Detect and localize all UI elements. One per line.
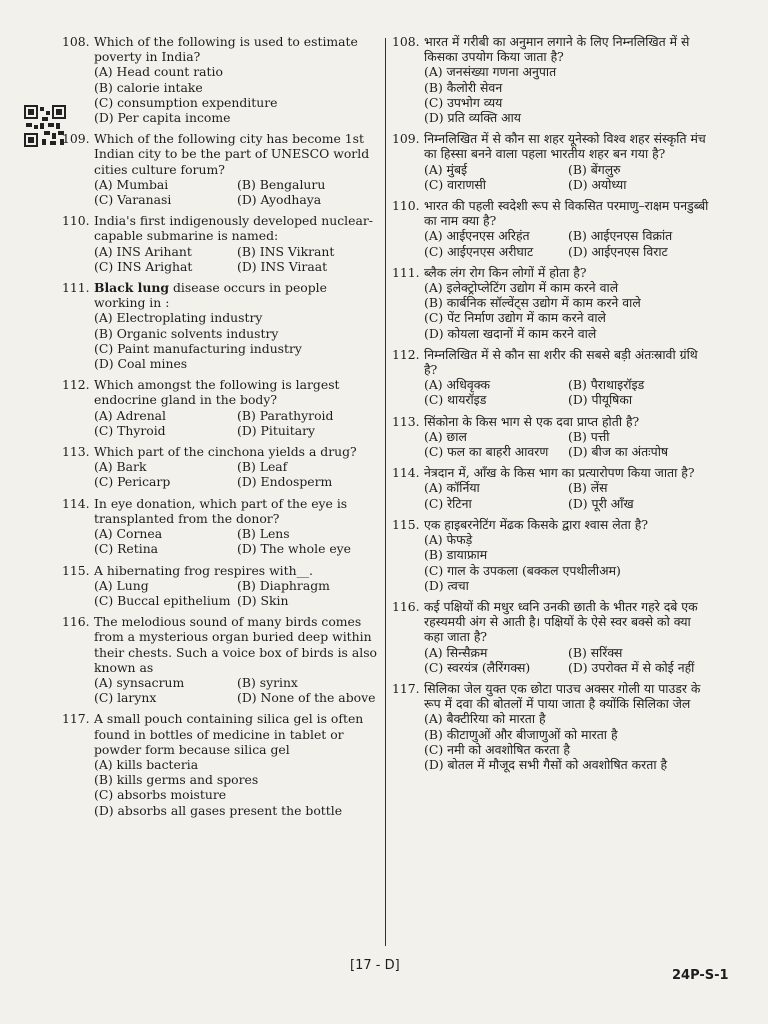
question-number: 111. [62,280,90,296]
option: (D) Pituitary [237,422,316,438]
option: (D) त्वचा [424,577,469,593]
option: (D) कोयला खदानों में काम करने वाले [424,325,597,341]
option: (A) सिन्सैक्रम [424,644,488,660]
question-en [62,131,380,207]
options [94,526,380,556]
question-text: कई पक्षियों की मधुर ध्वनि उनकी छाती के भीतर गहरे दबे एक रहस्यमयी अंग से आती है। पक्षियों के ऐसे स्वर बक्से को क्या कहा जाता है? [424,598,698,645]
option-row [94,690,380,705]
options [94,64,380,125]
option: (A) आईएनएस अरिहंत [424,228,530,244]
option: (C) उपभोग व्यय [424,94,503,110]
question-en [62,496,380,557]
options [94,675,380,705]
option: (B) calorie intake [94,79,203,95]
option-row [94,423,380,438]
option: (C) आईएनएस अरीघाट [424,243,534,259]
options [424,64,712,125]
option-row [424,177,712,192]
question-hi [392,198,712,259]
option: (B) आईएनएस विक्रांत [568,228,673,244]
option: (C) Retina [94,541,159,557]
option: (B) कार्बनिक सॉल्वेंट्स उद्योग में काम करने वाले [424,295,641,311]
question-number: 109. [392,131,420,147]
question-number: 117. [392,680,420,696]
options [424,711,712,772]
question-text: Which of the following is used to estimate poverty in India? [94,34,358,65]
option-row [94,259,380,274]
question-number: 112. [392,346,420,362]
question-hi [392,414,712,460]
option: (C) गाल के उपकला (बक्कल एपथीलीअम) [424,562,621,578]
option: (B) Diaphragm [237,577,330,593]
question-en [62,444,380,490]
option: (A) Electroplating industry [94,310,263,326]
question-text: सिलिका जेल युक्त एक छोटा पाउच अक्सर गोली या पाउडर के रूप में दवा की बोतलों में पाया जाता है क्योंकि सिलिका जेल [424,680,701,712]
options [424,162,712,192]
option: (A) मुंबई [424,161,468,177]
option: (C) Buccal epithelium [94,592,231,608]
question-number: 115. [392,516,420,532]
english-column [62,34,380,824]
option: (A) INS Arihant [94,243,192,259]
option: (B) लेंस [568,480,608,496]
option: (C) थायरॉइड [424,392,487,408]
option: (D) Skin [237,592,289,608]
question-hi [392,599,712,675]
hindi-column [392,34,712,778]
option-row [424,228,712,243]
question-number: 111. [392,264,420,280]
question-number: 108. [62,34,90,49]
option: (D) Per capita income [94,110,231,126]
question-text-rest: disease occurs in people working in : [94,280,327,311]
question-text: एक हाइबरनेटिंग मेंढक किसके द्वारा श्वास लेता है? [424,516,649,532]
option: (B) INS Vikrant [237,243,335,259]
option: (B) Organic solvents industry [94,325,279,341]
option-row [424,645,712,660]
option: (C) Thyroid [94,422,166,438]
option: (D) absorbs all gases present the bottle [94,802,343,818]
option-row [424,162,712,177]
option: (C) consumption expenditure [94,94,278,110]
question-number: 117. [62,711,90,727]
question-en [62,614,380,705]
question-number: 116. [392,598,420,614]
option: (C) larynx [94,690,157,706]
option-row [94,541,380,556]
question-text: निम्नलिखित में से कौन सा शहर यूनेस्को विश्व शहर संस्कृति मंच का हिस्सा बनने वाला पहला भारतीय शहर बन गया है? [424,131,706,162]
option-row [94,244,380,259]
option: (D) The whole eye [237,541,352,557]
option: (A) छाल [424,428,467,444]
option: (B) बेंगलुरु [568,161,621,177]
option: (A) Head count ratio [94,64,223,80]
option: (B) डायाफ्राम [424,547,488,563]
option: (C) Pericarp [94,474,171,490]
option-row [424,392,712,407]
option: (C) नमी को अवशोषित करता है [424,741,570,757]
question-hi [392,347,712,408]
options [424,228,712,258]
question-text: भारत में गरीबी का अनुमान लगाने के लिए निम्नलिखित में से किसका उपयोग किया जाता है? [424,34,690,65]
option-row [94,578,380,593]
option-row [424,444,712,459]
option: (B) Lens [237,526,290,542]
paper-code: 24P-S-1 [672,968,729,983]
option-row [94,459,380,474]
question-text: A hibernating frog respires with__. [94,562,313,578]
option: (D) अयोध्या [568,176,627,192]
options [424,280,712,341]
option: (D) पीयूषिका [568,392,633,408]
option-row [424,496,712,511]
question-text: Which of the following city has become 1st Indian city to be the part of UNESCO world cities culture forum? [94,131,370,177]
option-row [94,474,380,489]
option: (A) synsacrum [94,674,185,690]
option: (A) फेफड़े [424,532,473,548]
option: (B) पत्ती [568,428,610,444]
option: (A) kills bacteria [94,756,199,772]
option: (C) पेंट निर्माण उद्योग में काम करने वाले [424,310,606,326]
question-hi [392,465,712,511]
options [424,645,712,675]
options [424,480,712,510]
option-row [94,192,380,207]
question-hi [392,517,712,593]
option-row [424,660,712,675]
option: (A) Cornea [94,526,163,542]
option-row [94,593,380,608]
page-number: [17 - D] [350,958,400,973]
option: (D) प्रति व्यक्ति आय [424,110,521,126]
options [424,532,712,593]
option: (D) पूरी आँख [568,495,634,511]
question-number: 113. [62,444,90,460]
option: (C) वाराणसी [424,176,487,192]
question-number: 115. [62,562,90,578]
option: (D) Endosperm [237,474,333,490]
options [94,578,380,608]
option: (D) Ayodhaya [237,192,322,208]
question-number: 112. [62,377,90,393]
options [424,429,712,459]
option: (B) पैराथाइरॉइड [568,377,645,393]
option-row [94,526,380,541]
question-en [62,280,380,371]
question-text: नेत्रदान में, आँख के किस भाग का प्रत्यारोपण किया जाता है? [424,465,695,481]
question-en [62,213,380,274]
question-number: 113. [392,413,420,429]
option: (A) Bark [94,459,147,475]
option: (A) इलेक्ट्रोप्लेटिंग उद्योग में काम करने वाले [424,280,619,296]
question-number: 116. [62,614,90,630]
option: (D) उपरोक्त में से कोई नहीं [568,659,695,675]
option-row [424,377,712,392]
option: (B) kills germs and spores [94,772,259,788]
option-row [94,177,380,192]
question-hi [392,131,712,192]
option: (C) absorbs moisture [94,787,227,803]
options [94,310,380,371]
option: (C) Varanasi [94,192,172,208]
option: (D) बीज का अंतःपोष [568,444,669,460]
question-number: 108. [392,34,420,49]
question-text: ब्लैक लंग रोग किन लोगों में होता है? [424,264,587,280]
option: (A) अधिवृक्क [424,377,491,393]
qr-code-icon [24,105,66,147]
option: (D) बोतल में मौजूद सभी गैसों को अवशोषित करता है [424,756,668,772]
option-row [424,429,712,444]
option: (D) INS Viraat [237,258,328,274]
option: (B) कैलोरी सेवन [424,79,503,95]
option-row [94,408,380,423]
question-text: Which amongst the following is largest endocrine gland in the body? [94,377,340,408]
option: (A) Mumbai [94,176,169,192]
question-en [62,711,380,817]
option: (C) Paint manufacturing industry [94,340,302,356]
option: (B) syrinx [237,674,298,690]
question-text: भारत की पहली स्वदेशी रूप से विकसित परमाणु–राक्षम पनडुब्बी का नाम क्या है? [424,198,709,229]
option: (D) आईएनएस विराट [568,243,668,259]
question-text: India's first indigenously developed nuclear-capable submarine is named: [94,213,373,244]
question-text: निम्नलिखित में से कौन सा शरीर की सबसे बड़ी अंतःस्रावी ग्रंथि है? [424,346,698,378]
option: (C) स्वरयंत्र (लैरिंगक्स) [424,659,531,675]
option: (B) कीटाणुओं और बीजाणुओं को मारता है [424,726,618,742]
column-divider [385,38,386,946]
question-en [62,34,380,125]
options [94,408,380,438]
question-number: 110. [62,213,90,229]
question-en [62,563,380,609]
question-text: A small pouch containing silica gel is often found in bottles of medicine in tablet or powder form because silica gel [94,711,364,757]
question-text: सिंकोना के किस भाग से एक दवा प्राप्त होती है? [424,413,640,429]
options [94,177,380,207]
option: (A) जनसंख्या गणना अनुपात [424,64,557,80]
question-number: 114. [392,465,420,481]
option: (A) Lung [94,577,149,593]
option: (B) सरिंक्स [568,644,623,660]
option: (B) Parathyroid [237,407,334,423]
option: (A) कॉर्निया [424,480,480,496]
question-number: 109. [62,131,90,147]
question-keyword: Black lung [94,280,170,296]
question-hi [392,265,712,341]
question-en [62,377,380,438]
question-hi [392,681,712,772]
options [94,459,380,489]
options [94,757,380,818]
option: (C) रेटिना [424,495,472,511]
option: (C) फल का बाहरी आवरण [424,444,549,460]
option: (D) Coal mines [94,356,188,372]
question-number: 114. [62,495,90,511]
option: (A) Adrenal [94,407,167,423]
options [94,244,380,274]
option-row [94,675,380,690]
question-text [94,280,380,310]
question-text: In eye donation, which part of the eye is transplanted from the donor? [94,495,348,526]
option: (B) Leaf [237,459,288,475]
question-hi [392,34,712,125]
option: (B) Bengaluru [237,176,326,192]
option-row [424,244,712,259]
option: (C) INS Arighat [94,258,193,274]
option: (A) बैक्टीरिया को मारता है [424,711,546,727]
option-row [424,480,712,495]
options [424,377,712,407]
option: (D) None of the above [237,690,376,706]
question-number: 110. [392,198,420,214]
question-text: The melodious sound of many birds comes from a mysterious organ buried deep within their chests. Such a voice box of birds is also known as [94,614,378,675]
question-text: Which part of the cinchona yields a drug? [94,444,357,460]
